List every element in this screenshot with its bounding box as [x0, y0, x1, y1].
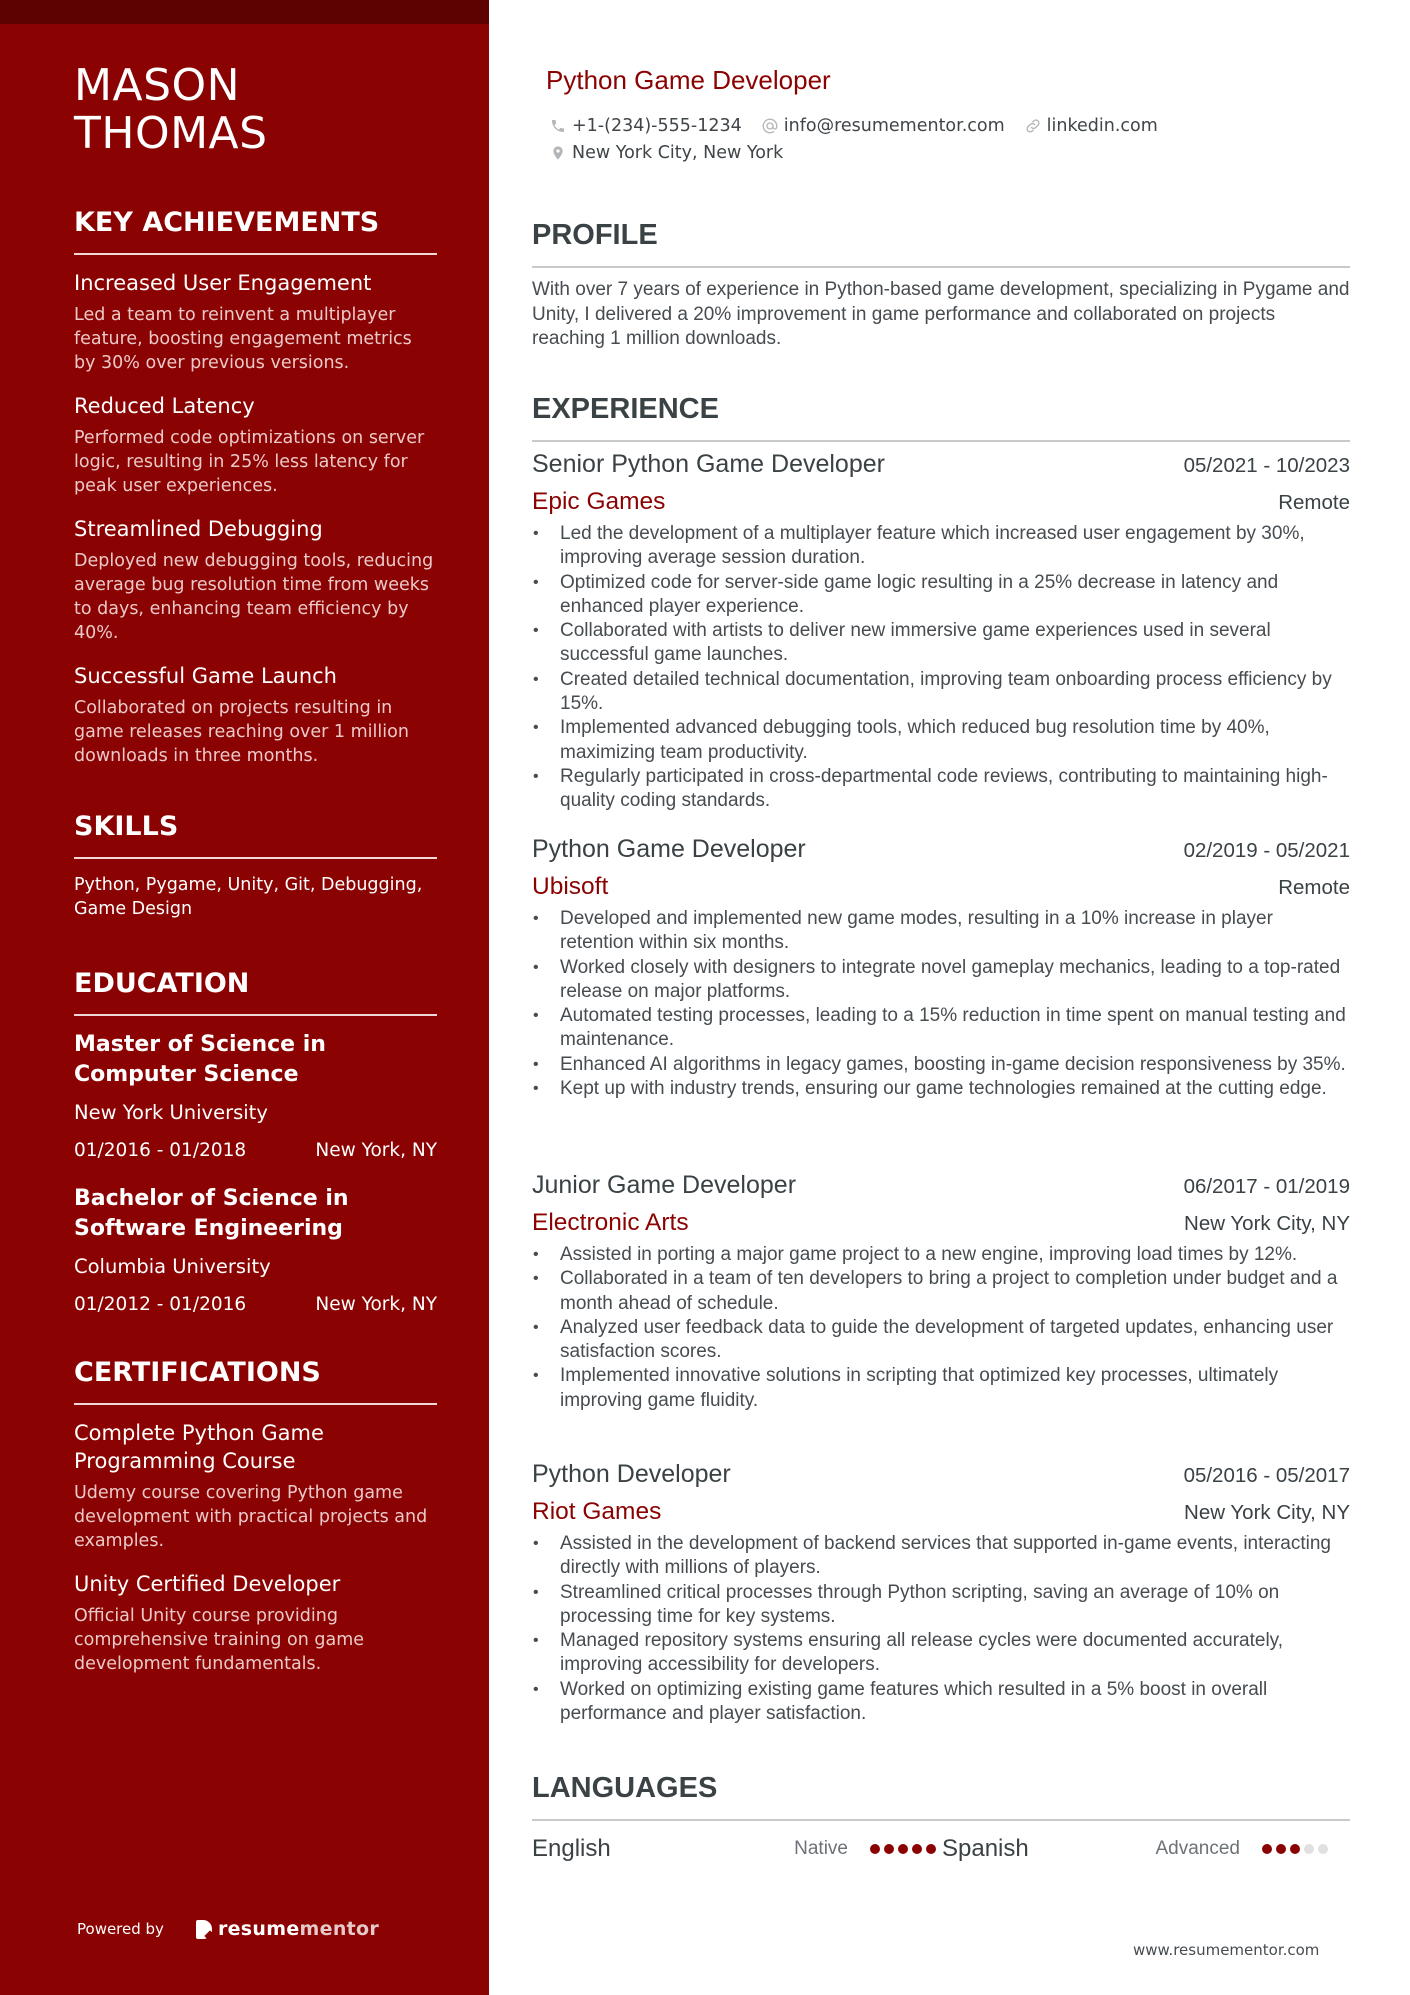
languages-section [532, 1771, 1350, 1867]
experience-item [532, 1460, 1350, 1726]
dot-empty-icon [1304, 1844, 1314, 1854]
job-header [532, 1171, 1350, 1205]
section-heading: CERTIFICATIONS [74, 1356, 437, 1405]
job-subheader [532, 1498, 1350, 1536]
job-bullets [532, 522, 1350, 814]
bullet-item: • Assisted in porting a major game project to a new engine, improving load times by 12%. [532, 1243, 1350, 1267]
contact-row [548, 112, 1176, 139]
skills-section [74, 810, 437, 921]
job-dates: 06/2017 - 01/2019 [1183, 1175, 1350, 1198]
section-heading: LANGUAGES [532, 1771, 1350, 1821]
education-item [74, 1184, 437, 1318]
education-school: New York University [74, 1101, 268, 1124]
education-degree: Master of Science in Computer Science [74, 1032, 326, 1087]
language-level: Advanced [1155, 1838, 1240, 1859]
profile-section [532, 218, 1350, 352]
achievement-title: Streamlined Debugging [74, 517, 323, 541]
achievement-item [74, 662, 437, 768]
education-school: Columbia University [74, 1255, 271, 1278]
location-pin-icon [548, 143, 568, 163]
certification-item [74, 1570, 437, 1676]
bullet-item: • Analyzed user feedback data to guide the development of targeted updates, enhancing user satisfaction scores. [532, 1316, 1350, 1365]
job-header [532, 450, 1350, 484]
job-subheader [532, 488, 1350, 526]
logo-text-mentor: mentor [299, 1918, 380, 1940]
dot-filled-icon [1262, 1844, 1272, 1854]
section-heading: EDUCATION [74, 967, 437, 1016]
contact-info [548, 112, 1176, 166]
language-item [942, 1835, 1350, 1863]
job-role: Senior Python Game Developer [532, 450, 885, 478]
achievement-title: Successful Game Launch [74, 664, 337, 688]
education-location: New York, NY [315, 1140, 437, 1161]
education-section [74, 967, 437, 1318]
sidebar-content [74, 62, 437, 1693]
bullet-item: • Kept up with industry trends, ensuring our game technologies remained at the cutting edge. [532, 1077, 1350, 1101]
dot-empty-icon [1318, 1844, 1328, 1854]
achievement-description: Led a team to reinvent a multiplayer feature, boosting engagement metrics by 30% over previous versions. [74, 305, 412, 373]
bullet-item: • Streamlined critical processes through Python scripting, saving an average of 10% on processing time for key systems. [532, 1581, 1350, 1630]
achievement-description: Deployed new debugging tools, reducing average bug resolution time from weeks to days, enhancing team efficiency by 40%. [74, 551, 434, 643]
job-subheader [532, 873, 1350, 911]
education-location: New York, NY [315, 1294, 437, 1315]
dot-filled-icon [1276, 1844, 1286, 1854]
certifications-section [74, 1356, 437, 1676]
job-location: New York City, NY [1184, 1212, 1350, 1235]
resumementor-logo[interactable] [196, 1918, 379, 1940]
dot-filled-icon [898, 1844, 908, 1854]
achievement-item [74, 392, 437, 498]
certification-title: Complete Python Game Programming Course [74, 1421, 324, 1473]
job-role: Python Developer [532, 1460, 731, 1488]
certification-description: Official Unity course providing comprehensive training on game development fundamentals. [74, 1606, 365, 1674]
logo-text-resume: resume [217, 1918, 300, 1940]
bullet-item: • Collaborated with artists to deliver new immersive game experiences used in several successful game launches. [532, 619, 1350, 668]
contact-row [548, 139, 1176, 166]
dot-filled-icon [870, 1844, 880, 1854]
resumementor-logo-icon [196, 1920, 212, 1939]
bullet-item: • Regularly participated in cross-departmental code reviews, contributing to maintaining high-quality coding standards. [532, 765, 1350, 814]
language-level: Native [794, 1838, 848, 1859]
bullet-item: • Worked closely with designers to integrate novel gameplay mechanics, leading to a top-rated release on major platforms. [532, 956, 1350, 1005]
skills-list: Python, Pygame, Unity, Git, Debugging, Game Design [74, 875, 423, 919]
section-heading: KEY ACHIEVEMENTS [74, 206, 437, 255]
bullet-item: • Developed and implemented new game modes, resulting in a 10% increase in player retention within six months. [532, 907, 1350, 956]
language-item [532, 1835, 942, 1863]
job-dates: 02/2019 - 05/2021 [1183, 839, 1350, 862]
footer-site-url[interactable]: www.resumementor.com [1133, 1941, 1320, 1959]
experience-item [532, 835, 1350, 1101]
achievement-item [74, 515, 437, 645]
proficiency-dots [870, 1844, 940, 1854]
job-bullets [532, 907, 1350, 1101]
bullet-item: • Implemented innovative solutions in scripting that optimized key processes, ultimately improving game fluidity. [532, 1364, 1350, 1413]
bullet-item: • Worked on optimizing existing game features which resulted in a 5% boost in overall performance and player satisfaction. [532, 1678, 1350, 1727]
achievement-title: Increased User Engagement [74, 271, 372, 295]
contact-phone[interactable] [548, 116, 742, 136]
section-heading: EXPERIENCE [532, 392, 1350, 442]
job-dates: 05/2021 - 10/2023 [1183, 454, 1350, 477]
education-meta [74, 1138, 437, 1164]
language-name: Spanish [942, 1835, 1029, 1862]
bullet-item: • Created detailed technical documentation, improving team onboarding process efficiency by 15%. [532, 668, 1350, 717]
profile-summary: With over 7 years of experience in Python-based game development, specializing in Pygame and Unity, I delivered a 20% improvement in game performance and collaborated on projects reaching 1 million downloads. [532, 279, 1350, 349]
dot-filled-icon [926, 1844, 936, 1854]
languages-row [532, 1831, 1350, 1867]
job-company: Ubisoft [532, 873, 609, 900]
job-company: Epic Games [532, 488, 666, 515]
powered-by-label: Powered by [77, 1920, 164, 1938]
bullet-item: • Automated testing processes, leading to a 15% reduction in time spent on manual testing and maintenance. [532, 1004, 1350, 1053]
location-text: New York City, New York [572, 142, 784, 163]
certification-description: Udemy course covering Python game development with practical projects and examples. [74, 1483, 428, 1551]
linkedin-text: linkedin.com [1046, 115, 1158, 136]
phone-icon [548, 116, 568, 136]
bullet-item: • Led the development of a multiplayer feature which increased user engagement by 30%, improving average session duration. [532, 522, 1350, 571]
contact-location [548, 143, 783, 163]
section-heading: PROFILE [532, 218, 1350, 268]
job-bullets [532, 1532, 1350, 1726]
sidebar [0, 0, 489, 1995]
education-item [74, 1030, 437, 1164]
headline-job-title: Python Game Developer [546, 65, 831, 95]
dot-filled-icon [884, 1844, 894, 1854]
job-company: Electronic Arts [532, 1209, 689, 1236]
powered-by [77, 1918, 379, 1940]
achievement-description: Performed code optimizations on server logic, resulting in 25% less latency for peak user experiences. [74, 428, 425, 496]
job-subheader [532, 1209, 1350, 1247]
bullet-item: • Implemented advanced debugging tools, which reduced bug resolution time by 40%, maximizing team productivity. [532, 716, 1350, 765]
bullet-item: • Managed repository systems ensuring all release cycles were documented accurately, improving accessibility for developers. [532, 1629, 1350, 1678]
dot-filled-icon [1290, 1844, 1300, 1854]
key-achievements-section [74, 206, 437, 768]
education-dates: 01/2016 - 01/2018 [74, 1140, 247, 1161]
job-role: Python Game Developer [532, 835, 806, 863]
proficiency-dots [1262, 1844, 1332, 1854]
link-icon [1023, 116, 1043, 136]
sidebar-top-band [0, 0, 489, 24]
dot-filled-icon [912, 1844, 922, 1854]
achievement-title: Reduced Latency [74, 394, 255, 418]
section-heading: SKILLS [74, 810, 437, 859]
education-dates: 01/2012 - 01/2016 [74, 1294, 247, 1315]
job-company: Riot Games [532, 1498, 662, 1525]
bullet-item: • Collaborated in a team of ten developers to bring a project to completion under budget and a month ahead of schedule. [532, 1267, 1350, 1316]
name-first: MASON [74, 60, 241, 111]
certification-item [74, 1419, 437, 1553]
job-dates: 05/2016 - 05/2017 [1183, 1464, 1350, 1487]
job-location: Remote [1278, 491, 1350, 514]
job-location: Remote [1278, 876, 1350, 899]
experience-item [532, 1171, 1350, 1413]
bullet-item: • Optimized code for server-side game logic resulting in a 25% decrease in latency and enhanced player experience. [532, 571, 1350, 620]
phone-text: +1-(234)-555-1234 [572, 115, 742, 136]
bullet-item: • Assisted in the development of backend services that supported in-game events, interacting directly with millions of players. [532, 1532, 1350, 1581]
job-header [532, 1460, 1350, 1494]
language-name: English [532, 1835, 611, 1862]
bullet-item: • Enhanced AI algorithms in legacy games, boosting in-game decision responsiveness by 35%. [532, 1053, 1350, 1077]
achievement-description: Collaborated on projects resulting in game releases reaching over 1 million downloads in three months. [74, 698, 409, 766]
education-degree: Bachelor of Science in Software Engineering [74, 1186, 349, 1241]
contact-linkedin[interactable] [1023, 116, 1158, 136]
job-role: Junior Game Developer [532, 1171, 797, 1199]
name-last: THOMAS [74, 108, 268, 159]
job-location: New York City, NY [1184, 1501, 1350, 1524]
education-meta [74, 1292, 437, 1318]
job-bullets [532, 1243, 1350, 1413]
contact-email[interactable] [760, 116, 1005, 136]
email-text: info@resumementor.com [783, 115, 1005, 136]
experience-section [532, 392, 1350, 442]
certification-title: Unity Certified Developer [74, 1572, 341, 1596]
experience-item [532, 450, 1350, 814]
at-sign-icon [760, 116, 780, 136]
candidate-name [74, 62, 437, 158]
achievement-item [74, 269, 437, 375]
job-header [532, 835, 1350, 869]
